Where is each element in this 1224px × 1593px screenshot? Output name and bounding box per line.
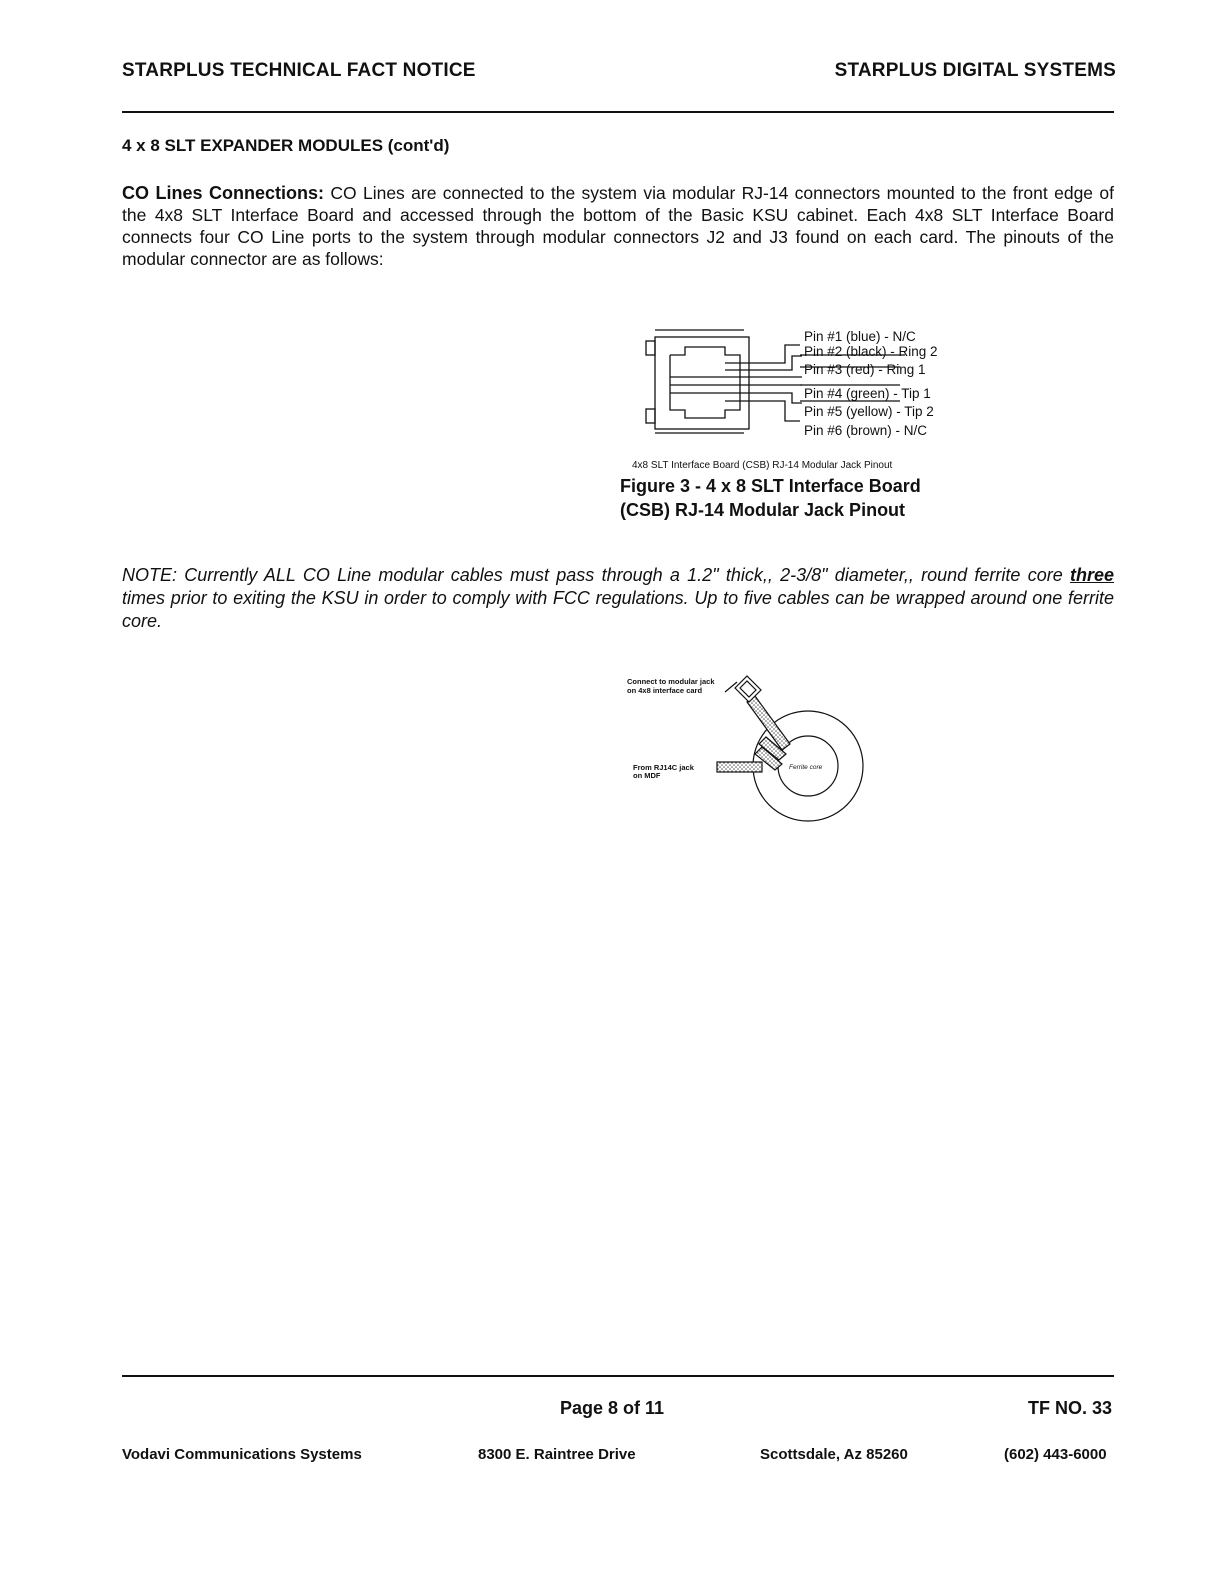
label-ferrite-core: Ferrite core <box>789 764 823 771</box>
tf-number: TF NO. 33 <box>1027 1398 1112 1418</box>
footer-company: Vodavi Communications Systems <box>122 1446 362 1463</box>
footer-phone: (602) 443-6000 <box>1004 1446 1107 1463</box>
label-connect-line1: Connect to modular jack <box>627 677 715 686</box>
pin-label-3: Pin #3 (red) - Ring 1 <box>804 362 926 377</box>
note-text-before: NOTE: Currently ALL CO Line modular cables must pass through a 1.2" thick,, 2-3/8" diameter,, round ferrite core <box>122 565 1070 585</box>
co-lines-lead: CO Lines Connections: <box>122 183 324 203</box>
note-text-after: times prior to exiting the KSU in order to comply with FCC regulations. Up to five cables can be wrapped around one ferrite core. <box>122 588 1114 631</box>
co-lines-paragraph <box>122 182 1114 270</box>
jack-socket <box>670 347 740 418</box>
footer-divider <box>122 1375 1114 1377</box>
ferrite-core-diagram <box>625 672 875 832</box>
section-title: 4 x 8 SLT EXPANDER MODULES (cont'd) <box>122 136 450 155</box>
figure3-small-caption: 4x8 SLT Interface Board (CSB) RJ-14 Modular Jack Pinout <box>632 460 893 471</box>
ferrite-note <box>122 564 1114 633</box>
pin-label-5: Pin #5 (yellow) - Tip 2 <box>804 404 934 419</box>
rj14-pinout-diagram <box>630 325 970 445</box>
pin-label-4: Pin #4 (green) - Tip 1 <box>804 386 931 401</box>
label-connect-line2: on 4x8 interface card <box>627 686 703 695</box>
label-from-line2: on MDF <box>633 771 661 780</box>
note-emphasis: three <box>1069 565 1114 585</box>
co-lines-text: CO Lines are connected to the system via modular RJ-14 connectors mounted to the front edge of the 4x8 SLT Interface Board and accessed through the bottom of the Basic KSU cabinet. Each 4x8 SLT Interface Board connects four CO Line ports to the system through modular connectors J2 and J3 found on each card. The pinouts of the modular connector are as follows: <box>122 183 1114 269</box>
label-from-line1: From RJ14C jack <box>633 763 694 772</box>
figure3-caption <box>620 474 921 522</box>
header-right-title: STARPLUS DIGITAL SYSTEMS <box>834 60 1116 81</box>
figure3-caption-line1: Figure 3 - 4 x 8 SLT Interface Board <box>620 476 921 496</box>
cable-from-mdf <box>717 762 762 772</box>
jack-body <box>655 337 749 429</box>
figure3-caption-line2: (CSB) RJ-14 Modular Jack Pinout <box>620 500 906 520</box>
pin-label-6: Pin #6 (brown) - N/C <box>804 423 928 438</box>
page-number: Page 8 of 11 <box>560 1398 665 1418</box>
footer-city: Scottsdale, Az 85260 <box>760 1446 908 1463</box>
pin-label-1: Pin #1 (blue) - N/C <box>804 329 916 344</box>
header-divider <box>122 111 1114 113</box>
jack-tab-bottom <box>646 409 655 423</box>
footer-street: 8300 E. Raintree Drive <box>478 1446 636 1463</box>
header-left-title: STARPLUS TECHNICAL FACT NOTICE <box>122 60 476 81</box>
jack-tab-top <box>646 341 655 355</box>
pin-label-2: Pin #2 (black) - Ring 2 <box>804 344 938 359</box>
